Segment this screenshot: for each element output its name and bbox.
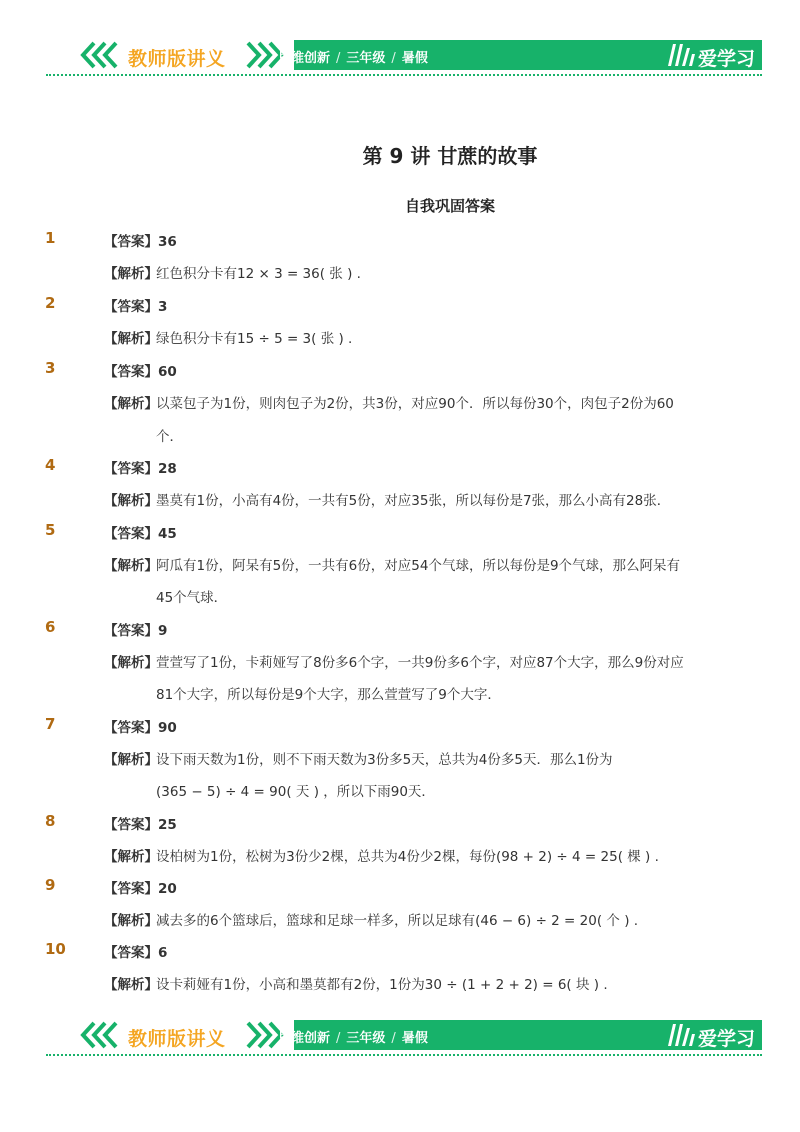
- answer-value: 6: [158, 945, 168, 961]
- answer-tag-text: 【答案】: [104, 945, 158, 961]
- breadcrumb-item: 思维创新: [278, 1031, 331, 1046]
- analysis-text-continued: 45个气球．: [156, 590, 228, 606]
- analysis-tag: 【解析】: [104, 752, 158, 768]
- item-number: 1: [45, 229, 56, 247]
- answer-tag: [104, 230, 177, 250]
- analysis-text: 绿色积分卡有15 ÷ 5 = 3( 张 ) .: [156, 331, 353, 347]
- analysis-text-continued: 81个大字，所以每份是9个大字，那么萱萱写了9个大字．: [156, 687, 501, 703]
- answer-tag: [104, 813, 177, 833]
- brand-name: 爱学习: [698, 1028, 756, 1050]
- analysis-tag: 【解析】: [104, 655, 158, 671]
- item-number: 5: [45, 521, 56, 539]
- analysis-tag: 【解析】: [104, 396, 158, 412]
- analysis-tag: 【解析】: [104, 493, 158, 509]
- answer-value: 25: [158, 817, 177, 833]
- section-title: 自我巩固答案: [404, 197, 495, 215]
- answer-value: 20: [158, 881, 177, 897]
- item-number: 3: [45, 359, 56, 377]
- analysis-text: 设柏树为1份，松树为3份少2棵，总共为4份少2棵，每份(98 + 2) ÷ 4 = 25( 棵 ) .: [156, 849, 659, 865]
- analysis-text: 设卡莉娅有1份，小高和墨莫都有2份，1份为30 ÷ (1 + 2 + 2) = 6( 块 ) .: [156, 977, 608, 993]
- header-dotted-rule: [46, 74, 762, 76]
- breadcrumb-separator: /: [336, 1031, 341, 1046]
- analysis-tag: 【解析】: [104, 331, 158, 347]
- answer-tag: [104, 941, 167, 961]
- answer-tag: [104, 457, 177, 477]
- answer-tag-text: 【答案】: [104, 234, 158, 250]
- analysis-text-continued: 个．: [156, 429, 183, 445]
- breadcrumb-separator: /: [391, 1031, 396, 1046]
- answer-tag: [104, 877, 177, 897]
- answer-value: 36: [158, 234, 177, 250]
- answer-value: 60: [158, 364, 177, 380]
- analysis-text: 红色积分卡有12 × 3 = 36( 张 ) .: [156, 266, 361, 282]
- brand-name: 爱学习: [698, 48, 756, 70]
- analysis-tag: 【解析】: [104, 913, 158, 929]
- answer-tag-text: 【答案】: [104, 817, 158, 833]
- chevron-left-icon: [80, 1020, 124, 1050]
- page-header: [46, 38, 762, 78]
- answer-tag-text: 【答案】: [104, 720, 158, 736]
- answer-tag-text: 【答案】: [104, 364, 158, 380]
- footer-dotted-rule: [46, 1054, 762, 1056]
- answer-value: 28: [158, 461, 177, 477]
- answer-value: 3: [158, 299, 168, 315]
- item-number: 6: [45, 618, 56, 636]
- breadcrumb-item: 暑假: [401, 1031, 428, 1046]
- chevron-left-icon: [80, 40, 124, 70]
- item-number: 2: [45, 294, 56, 312]
- page-footer: [46, 1018, 762, 1058]
- edition-label: 教师版讲义: [128, 1028, 226, 1050]
- answer-tag: [104, 295, 167, 315]
- edition-label: 教师版讲义: [128, 48, 226, 70]
- analysis-text: 减去多的6个篮球后，篮球和足球一样多，所以足球有(46 − 6) ÷ 2 = 20( 个 ) .: [156, 913, 639, 929]
- analysis-text: 墨莫有1份，小高有4份，一共有5份，对应35张，所以每份是7张，那么小高有28张．: [156, 493, 671, 509]
- item-number: 8: [45, 812, 56, 830]
- analysis-tag: 【解析】: [104, 266, 158, 282]
- breadcrumb-item: 暑假: [401, 51, 428, 66]
- analysis-text: 萱萱写了1份，卡莉娅写了8份多6个字，一共9份多6个字，对应87个大字，那么9份对应: [156, 655, 684, 671]
- analysis-text-continued: (365 − 5) ÷ 4 = 90( 天 ) ，所以下雨90天．: [156, 784, 435, 800]
- answer-value: 90: [158, 720, 177, 736]
- brand-logo-icon: [666, 42, 696, 68]
- answer-tag-text: 【答案】: [104, 299, 158, 315]
- analysis-text: 设下雨天数为1份，则不下雨天数为3份多5天，总共为4份多5天．那么1份为: [156, 752, 613, 768]
- lecture-title: 第 9 讲 甘蔗的故事: [362, 144, 538, 168]
- breadcrumb: [278, 47, 428, 66]
- answer-value: 45: [158, 526, 177, 542]
- analysis-text: 阿瓜有1份，阿呆有5份，一共有6份，对应54个气球，所以每份是9个气球，那么阿呆有: [156, 558, 681, 574]
- breadcrumb-separator: /: [336, 51, 341, 66]
- analysis-tag: 【解析】: [104, 558, 158, 574]
- breadcrumb: [278, 1027, 428, 1046]
- answer-tag-text: 【答案】: [104, 461, 158, 477]
- brand-logo-icon: [666, 1022, 696, 1048]
- analysis-tag: 【解析】: [104, 977, 158, 993]
- analysis-tag: 【解析】: [104, 849, 158, 865]
- answer-tag-text: 【答案】: [104, 881, 158, 897]
- answer-tag: [104, 619, 167, 639]
- answer-tag-text: 【答案】: [104, 623, 158, 639]
- breadcrumb-item: 思维创新: [278, 51, 331, 66]
- breadcrumb-item: 三年级: [346, 51, 386, 66]
- breadcrumb-separator: /: [391, 51, 396, 66]
- analysis-text: 以菜包子为1份，则肉包子为2份，共3份，对应90个．所以每份30个，肉包子2份为60: [156, 396, 674, 412]
- answer-tag: [104, 360, 177, 380]
- item-number: 10: [45, 940, 66, 958]
- answer-value: 9: [158, 623, 168, 639]
- item-number: 9: [45, 876, 56, 894]
- item-number: 7: [45, 715, 56, 733]
- item-number: 4: [45, 456, 56, 474]
- answer-tag-text: 【答案】: [104, 526, 158, 542]
- breadcrumb-item: 三年级: [346, 1031, 386, 1046]
- answer-tag: [104, 522, 177, 542]
- answer-tag: [104, 716, 177, 736]
